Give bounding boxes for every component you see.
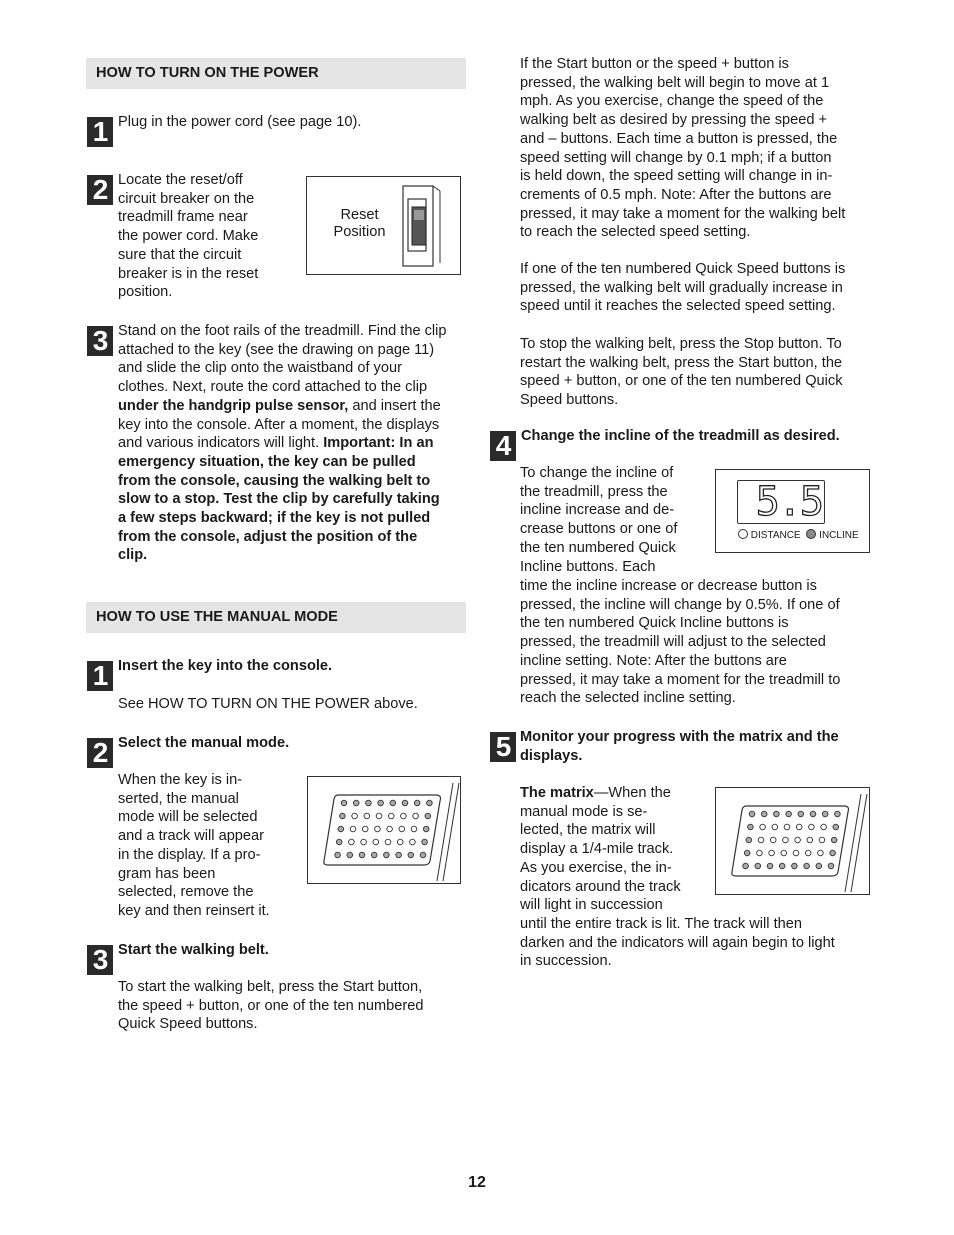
text-line: circuit breaker on the bbox=[118, 190, 255, 207]
text-line: manual mode is se- bbox=[520, 803, 648, 820]
matrix-dot bbox=[805, 850, 811, 856]
incline-value: 5.5 bbox=[755, 479, 822, 525]
text-line: treadmill frame near bbox=[118, 209, 248, 226]
text-line: a few steps backward; if the key is not pulled bbox=[118, 510, 431, 527]
text-line: pressed, it may take a moment for the walking belt bbox=[520, 205, 846, 222]
matrix-dot bbox=[352, 813, 358, 819]
matrix-dot bbox=[384, 852, 390, 858]
text-line: the ten numbered Quick bbox=[520, 539, 676, 556]
text-line: and a track will appear bbox=[118, 828, 265, 845]
matrix-dot bbox=[743, 863, 749, 869]
text-line: To stop the walking belt, press the Stop button. To bbox=[520, 336, 842, 352]
matrix-dot bbox=[793, 850, 799, 856]
matrix-dot bbox=[378, 800, 384, 806]
step-heading bbox=[520, 728, 880, 765]
step-heading: Insert the key into the console. bbox=[118, 658, 333, 674]
step-heading: Start the walking belt. bbox=[118, 942, 269, 958]
matrix-dot bbox=[385, 839, 391, 845]
matrix-dot bbox=[816, 863, 822, 869]
text-line: Incline buttons. Each bbox=[520, 558, 656, 575]
text-line: until the entire track is lit. The track will then bbox=[520, 916, 802, 932]
text-line: restart the walking belt, press the Start button, the bbox=[520, 354, 843, 371]
text-line: clip. bbox=[118, 547, 148, 564]
track-matrix-icon bbox=[308, 777, 460, 883]
matrix-dot bbox=[796, 824, 802, 830]
matrix-dot bbox=[338, 826, 344, 832]
text-line: pressed, the treadmill will adjust to the selected bbox=[520, 634, 826, 651]
matrix-dot bbox=[347, 852, 353, 858]
step-text bbox=[118, 771, 298, 921]
matrix-dot bbox=[835, 811, 841, 817]
text-line: speed + button, or one of the ten numbered Quick bbox=[520, 373, 843, 390]
text-line: attached to the key (see the drawing on page 11) bbox=[118, 341, 435, 358]
matrix-dot bbox=[376, 813, 382, 819]
speed-paragraph bbox=[520, 55, 880, 242]
text-line: key and then reinsert it. bbox=[118, 902, 270, 919]
text-line bbox=[118, 397, 468, 416]
matrix-illustration bbox=[715, 787, 870, 895]
matrix-dot bbox=[390, 800, 396, 806]
matrix-dot bbox=[761, 811, 767, 817]
matrix-dot bbox=[833, 824, 839, 830]
section-header-manual: HOW TO USE THE MANUAL MODE bbox=[86, 602, 466, 633]
matrix-dot bbox=[336, 839, 342, 845]
text-line: to reach the selected speed setting. bbox=[520, 224, 751, 241]
matrix-dot bbox=[744, 850, 750, 856]
text-line: When the key is in- bbox=[118, 772, 243, 788]
text-line: the ten numbered Quick Incline buttons is bbox=[520, 615, 789, 632]
matrix-dot bbox=[749, 811, 755, 817]
step-text bbox=[118, 978, 468, 1034]
text-line: Quick Speed buttons. bbox=[118, 1016, 258, 1033]
text-line: display a 1/4-mile track. bbox=[520, 841, 674, 858]
matrix-dot bbox=[779, 863, 785, 869]
text-line: incline increase and de- bbox=[520, 502, 675, 519]
bold-text: Important: In an bbox=[323, 435, 434, 452]
matrix-dot bbox=[784, 824, 790, 830]
matrix-dot bbox=[831, 837, 837, 843]
text-line: walking belt as desired by pressing the speed + bbox=[520, 112, 828, 129]
incline-label: INCLINE bbox=[819, 530, 859, 541]
text-line: Locate the reset/off bbox=[118, 172, 243, 188]
matrix-dot bbox=[819, 837, 825, 843]
incline-display-illustration bbox=[715, 469, 870, 553]
text-line: from the console, adjust the position of the bbox=[118, 528, 418, 545]
text-line: will light in succession bbox=[520, 897, 663, 914]
quick-speed-paragraph bbox=[520, 260, 880, 316]
text-line: If the Start button or the speed + button is bbox=[520, 56, 789, 72]
text-line: mode will be selected bbox=[118, 809, 258, 826]
text-line: key into the console. After a moment, the displays bbox=[118, 416, 440, 433]
step-number: 1 bbox=[87, 661, 113, 691]
matrix-dot bbox=[371, 852, 377, 858]
text-line: To start the walking belt, press the Start button, bbox=[118, 979, 423, 995]
text-line: emergency situation, the key can be pulled bbox=[118, 453, 416, 470]
matrix-dot bbox=[401, 813, 407, 819]
matrix-illustration bbox=[307, 776, 461, 884]
matrix-dot bbox=[758, 837, 764, 843]
text-line: time the incline increase or decrease button is bbox=[520, 578, 817, 594]
text-line: lected, the matrix will bbox=[520, 822, 656, 839]
text-line: crease buttons or one of bbox=[520, 521, 678, 538]
text-line: and slide the clip onto the waistband of your bbox=[118, 360, 402, 377]
matrix-dot bbox=[810, 811, 816, 817]
track-matrix-icon bbox=[716, 788, 868, 894]
matrix-dot bbox=[410, 839, 416, 845]
text-line: the power cord. Make bbox=[118, 228, 259, 245]
text-span: —When the bbox=[593, 785, 671, 801]
matrix-dot bbox=[818, 850, 824, 856]
text-line: mph. As you exercise, change the speed of the bbox=[520, 93, 824, 110]
matrix-dot bbox=[807, 837, 813, 843]
text-line: incline setting. Note: After the buttons are bbox=[520, 652, 787, 669]
matrix-dot bbox=[373, 839, 379, 845]
text-line: Stand on the foot rails of the treadmill. Find the clip bbox=[118, 323, 447, 339]
matrix-dot bbox=[828, 863, 834, 869]
matrix-dot bbox=[427, 800, 433, 806]
text-line: the treadmill, press the bbox=[520, 483, 668, 500]
matrix-dot bbox=[821, 824, 827, 830]
text-line: the speed + button, or one of the ten numbered bbox=[118, 997, 424, 1014]
matrix-dot bbox=[760, 824, 766, 830]
matrix-dot bbox=[772, 824, 778, 830]
matrix-dot bbox=[396, 852, 402, 858]
matrix-dot bbox=[781, 850, 787, 856]
step-text bbox=[520, 915, 880, 971]
matrix-dot bbox=[413, 813, 419, 819]
text-line: As you exercise, the in- bbox=[520, 859, 672, 876]
matrix-dot bbox=[349, 839, 355, 845]
bold-text: under the handgrip pulse sensor, bbox=[118, 397, 349, 414]
text-line: Monitor your progress with the matrix and the bbox=[520, 729, 839, 745]
step-text bbox=[118, 171, 298, 302]
text-line: position. bbox=[118, 284, 173, 301]
step-text: See HOW TO TURN ON THE POWER above. bbox=[118, 696, 418, 712]
matrix-dot bbox=[769, 850, 775, 856]
matrix-dot bbox=[767, 863, 773, 869]
text-line: Speed buttons. bbox=[520, 392, 619, 409]
matrix-dot bbox=[350, 826, 356, 832]
matrix-dot bbox=[770, 837, 776, 843]
text-line: speed until it reaches the selected speed setting. bbox=[520, 298, 836, 315]
matrix-dot bbox=[387, 826, 393, 832]
matrix-dot bbox=[748, 824, 754, 830]
display-indicators bbox=[738, 529, 859, 542]
matrix-dot bbox=[798, 811, 804, 817]
step-number: 1 bbox=[87, 117, 113, 147]
matrix-dot bbox=[340, 813, 346, 819]
text-span: and insert the bbox=[348, 397, 441, 414]
text-line: pressed, it may take a moment for the treadmill to bbox=[520, 671, 841, 688]
matrix-dot bbox=[809, 824, 815, 830]
step-text bbox=[118, 322, 468, 565]
matrix-dot bbox=[830, 850, 836, 856]
text-line: in succession. bbox=[520, 953, 612, 970]
text-line: sure that the circuit bbox=[118, 246, 242, 263]
matrix-dot bbox=[414, 800, 420, 806]
text-line: pressed, the walking belt will begin to move at 1 bbox=[520, 74, 830, 91]
step-text bbox=[520, 784, 710, 915]
page-number: 12 bbox=[468, 1174, 486, 1191]
text-line: slow to a stop. Test the clip by carefully taking bbox=[118, 491, 440, 508]
step-text bbox=[520, 577, 880, 708]
matrix-dot bbox=[397, 839, 403, 845]
matrix-dot bbox=[795, 837, 801, 843]
matrix-dot bbox=[422, 839, 428, 845]
matrix-dot bbox=[362, 826, 368, 832]
text-line: from the console, causing the walking belt to bbox=[118, 472, 431, 489]
text-span: and various indicators will light. bbox=[118, 435, 324, 452]
step-number: 2 bbox=[87, 738, 113, 768]
matrix-dot bbox=[425, 813, 431, 819]
reset-label-line: Position bbox=[333, 224, 386, 240]
matrix-dot bbox=[411, 826, 417, 832]
reset-label-line: Reset bbox=[340, 207, 379, 223]
bold-text: The matrix bbox=[520, 785, 594, 801]
text-line: is held down, the speed setting will change in in- bbox=[520, 168, 833, 185]
matrix-dot bbox=[388, 813, 394, 819]
matrix-dot bbox=[335, 852, 341, 858]
matrix-dot bbox=[755, 863, 761, 869]
step-text bbox=[520, 464, 705, 576]
matrix-dot bbox=[786, 811, 792, 817]
matrix-dot bbox=[408, 852, 414, 858]
distance-indicator-icon bbox=[738, 529, 748, 539]
text-line: selected, remove the bbox=[118, 884, 254, 901]
matrix-dot bbox=[746, 837, 752, 843]
step-number: 2 bbox=[87, 175, 113, 205]
section-header-power: HOW TO TURN ON THE POWER bbox=[86, 58, 466, 89]
text-line: To change the incline of bbox=[520, 465, 674, 481]
text-line: crements of 0.5 mph. Note: After the buttons are bbox=[520, 186, 832, 203]
lcd-window bbox=[737, 480, 825, 524]
text-line: pressed, the walking belt will gradually increase in bbox=[520, 279, 843, 296]
step-text: Plug in the power cord (see page 10). bbox=[118, 114, 362, 130]
matrix-dot bbox=[420, 852, 426, 858]
matrix-dot bbox=[402, 800, 408, 806]
step-heading: Select the manual mode. bbox=[118, 735, 290, 751]
text-line bbox=[520, 784, 710, 803]
breaker-switch-icon bbox=[402, 185, 442, 267]
step-heading: Change the incline of the treadmill as desired. bbox=[521, 428, 840, 444]
stop-paragraph bbox=[520, 335, 880, 410]
text-line: pressed, the incline will change by 0.5%. If one of bbox=[520, 596, 840, 613]
step-number: 3 bbox=[87, 945, 113, 975]
matrix-dot bbox=[364, 813, 370, 819]
reset-label bbox=[307, 207, 412, 241]
text-line: gram has been bbox=[118, 865, 216, 882]
matrix-dot bbox=[366, 800, 372, 806]
matrix-dot bbox=[423, 826, 429, 832]
step-number: 5 bbox=[490, 732, 516, 762]
text-line bbox=[118, 434, 468, 453]
text-line: reach the selected incline setting. bbox=[520, 690, 736, 707]
matrix-dot bbox=[359, 852, 365, 858]
distance-label: DISTANCE bbox=[750, 530, 801, 541]
text-line: and – buttons. Each time a button is pressed, the bbox=[520, 130, 838, 147]
text-line: breaker is in the reset bbox=[118, 265, 259, 282]
matrix-dot bbox=[361, 839, 367, 845]
text-line: dicators around the track bbox=[520, 878, 681, 895]
step-number: 4 bbox=[490, 431, 516, 461]
text-line: If one of the ten numbered Quick Speed buttons is bbox=[520, 261, 846, 277]
matrix-dot bbox=[774, 811, 780, 817]
matrix-dot bbox=[804, 863, 810, 869]
matrix-dot bbox=[375, 826, 381, 832]
text-line: darken and the indicators will again begin to light bbox=[520, 934, 835, 951]
matrix-dot bbox=[757, 850, 763, 856]
step-number: 3 bbox=[87, 326, 113, 356]
reset-breaker-illustration bbox=[306, 176, 461, 275]
text-line: clothes. Next, route the cord attached to the clip bbox=[118, 379, 428, 396]
matrix-dot bbox=[341, 800, 347, 806]
matrix-dot bbox=[792, 863, 798, 869]
matrix-dot bbox=[353, 800, 359, 806]
matrix-dot bbox=[399, 826, 405, 832]
matrix-dot bbox=[783, 837, 789, 843]
text-line: in the display. If a pro- bbox=[118, 846, 261, 863]
text-line: speed setting will change by 0.1 mph; if a button bbox=[520, 149, 832, 166]
text-line: displays. bbox=[520, 747, 583, 764]
text-line: serted, the manual bbox=[118, 790, 239, 807]
incline-indicator-icon bbox=[806, 529, 816, 539]
matrix-dot bbox=[822, 811, 828, 817]
